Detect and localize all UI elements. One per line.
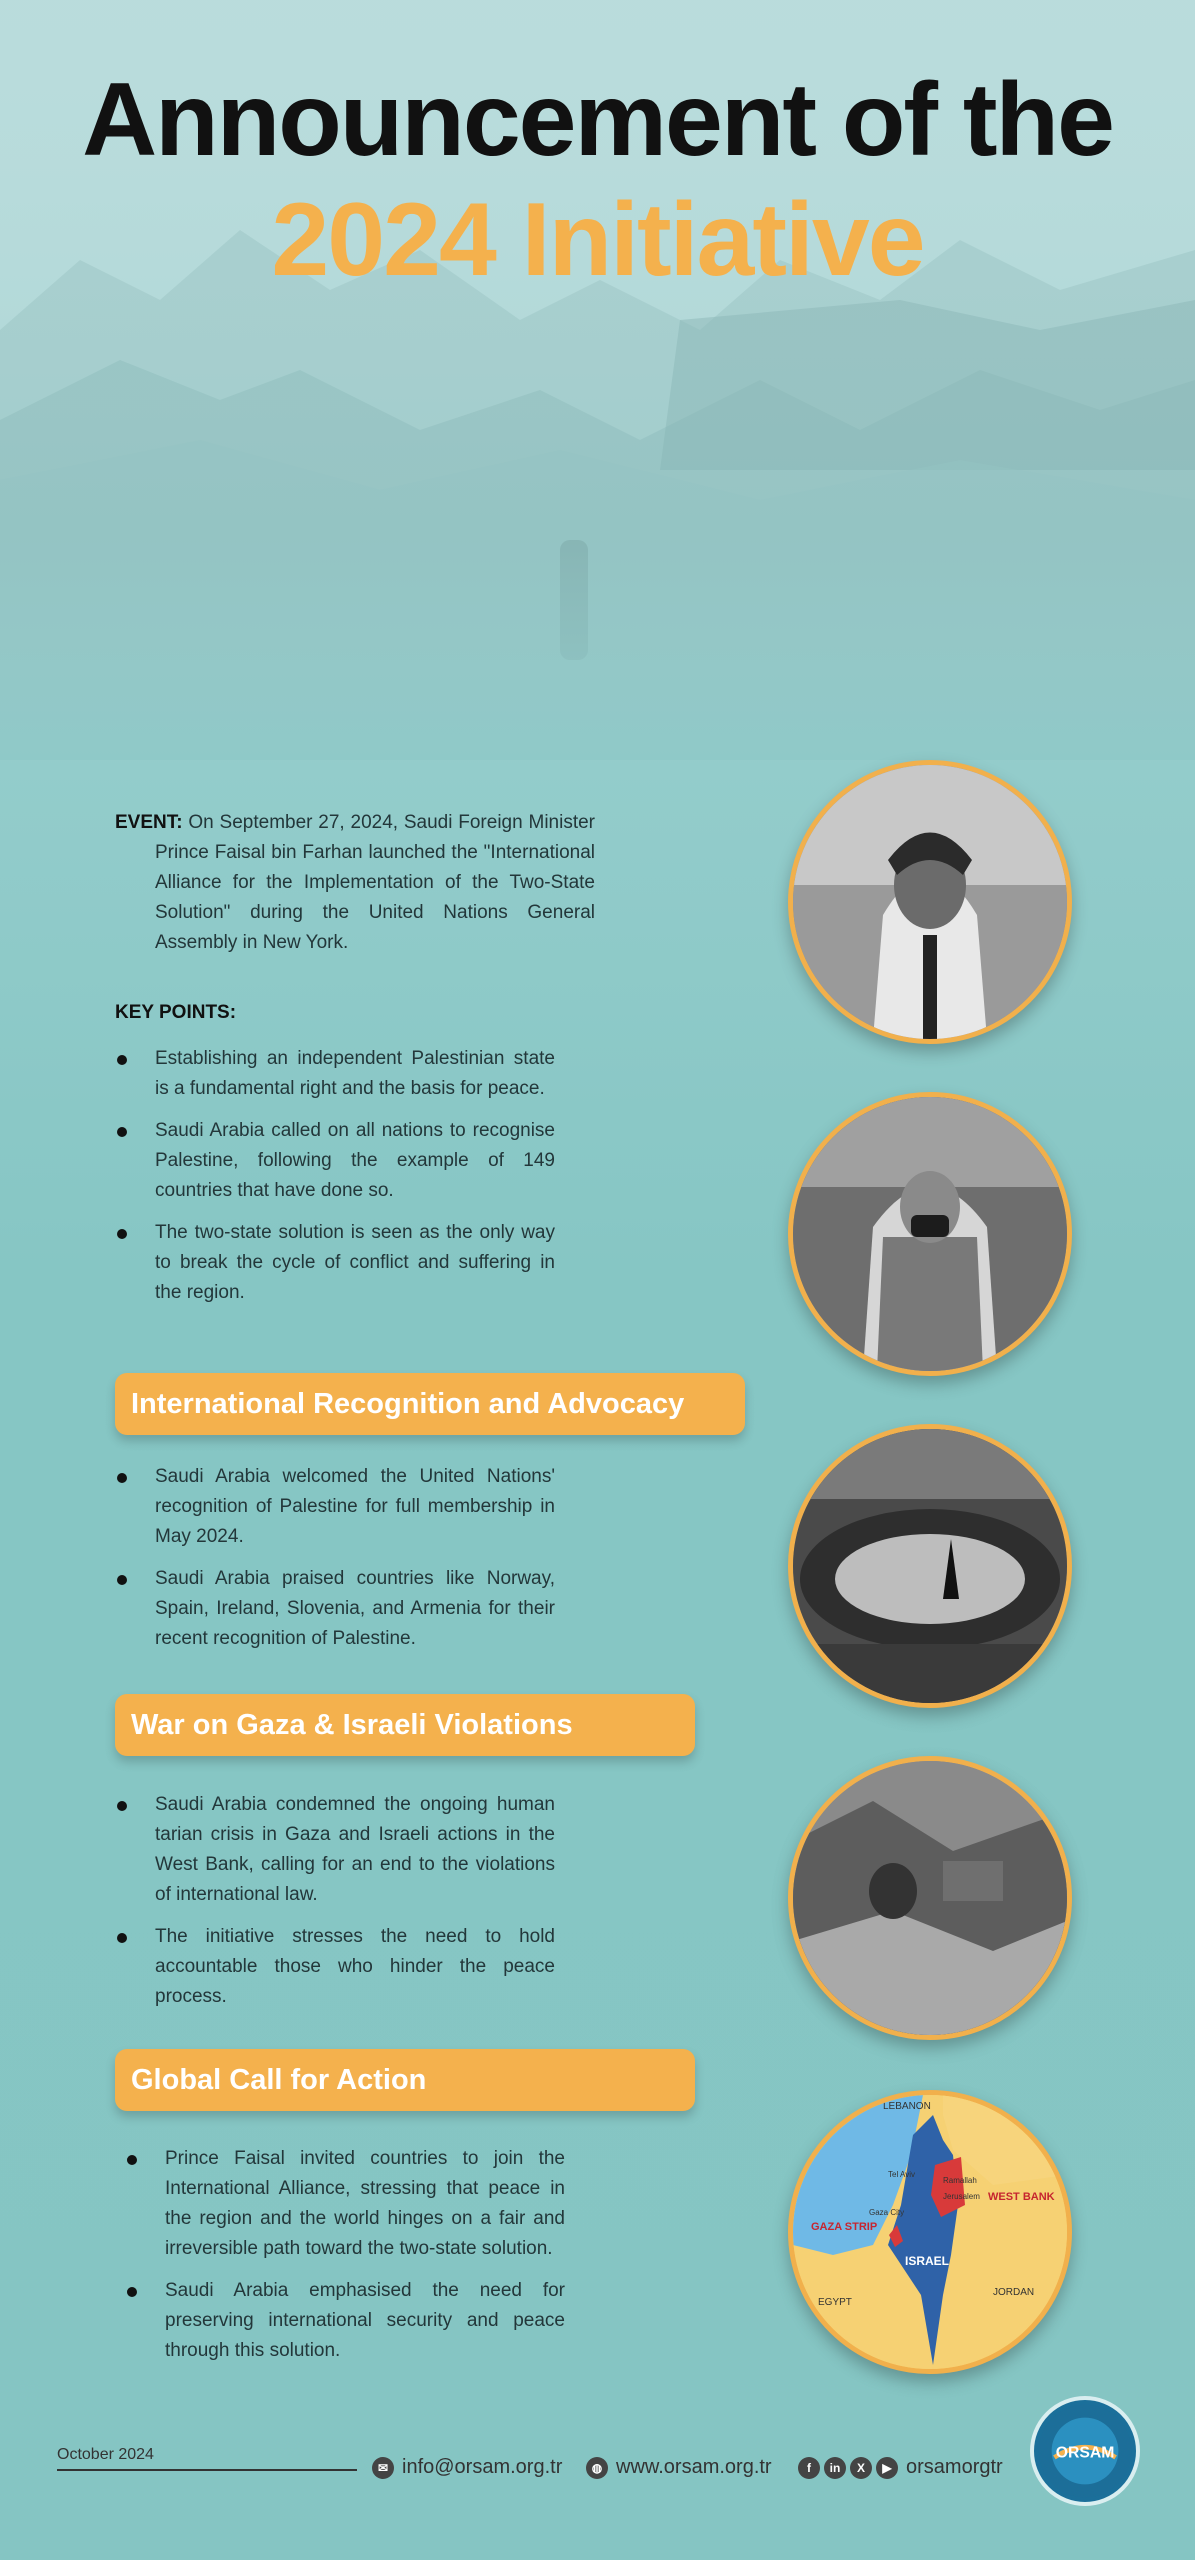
section-list-recognition bbox=[115, 1462, 555, 1666]
footer-social bbox=[798, 2456, 1003, 2479]
logo-text: ORSAM bbox=[1055, 2444, 1115, 2462]
map-label-jerusalem: Jerusalem bbox=[943, 2192, 980, 2201]
list-item: Prince Faisal invited countries to join the International Alliance, stressing that peace in the region and the world hinges on a fair and irreversible path toward the two-state solution. bbox=[125, 2144, 565, 2264]
footer-date: October 2024 bbox=[57, 2446, 154, 2463]
globe-icon: ◍ bbox=[586, 2457, 608, 2479]
map-palestine-israel bbox=[788, 2090, 1072, 2374]
footer-website[interactable] bbox=[586, 2456, 772, 2479]
footer-website-text[interactable]: www.orsam.org.tr bbox=[616, 2456, 772, 2478]
photo-protester bbox=[788, 1092, 1072, 1376]
map-label-jordan: JORDAN bbox=[993, 2287, 1035, 2298]
section-heading-recognition: International Recognition and Advocacy bbox=[115, 1373, 745, 1435]
map-label-israel: ISRAEL bbox=[905, 2254, 950, 2268]
key-points-heading: KEY POINTS: bbox=[115, 1002, 237, 1023]
facebook-icon[interactable]: f bbox=[798, 2457, 820, 2479]
section-list-call-to-action bbox=[125, 2144, 565, 2378]
photo-foreign-minister bbox=[788, 760, 1072, 1044]
list-item: Saudi Arabia welcomed the United Nations' recognition of Palestine for full membership in May 2024. bbox=[115, 1462, 555, 1552]
map-label-west-bank: WEST BANK bbox=[988, 2191, 1055, 2203]
youtube-icon[interactable]: ▶ bbox=[876, 2457, 898, 2479]
map-label-egypt: EGYPT bbox=[818, 2297, 852, 2308]
event-label: EVENT: bbox=[115, 812, 183, 833]
page-title bbox=[0, 60, 1195, 300]
list-item: Saudi Arabia praised countries like Norway, Spain, Ireland, Slovenia, and Armenia for their recent recognition of Palestine. bbox=[115, 1564, 555, 1654]
photo-un-security-council bbox=[788, 1424, 1072, 1708]
map-label-tel-aviv: Tel Aviv bbox=[888, 2170, 915, 2179]
key-points-list bbox=[115, 1044, 555, 1320]
orsam-logo bbox=[1030, 2396, 1140, 2506]
footer-email-text[interactable]: info@orsam.org.tr bbox=[402, 2456, 563, 2478]
section-list-gaza bbox=[115, 1790, 555, 2024]
event-paragraph bbox=[115, 808, 595, 958]
section-heading-call-to-action: Global Call for Action bbox=[115, 2049, 695, 2111]
section-heading-gaza: War on Gaza & Israeli Violations bbox=[115, 1694, 695, 1756]
list-item: Saudi Arabia called on all nations to recognise Palestine, following the example of 149 countries that have done so. bbox=[115, 1116, 555, 1206]
map-label-ramallah: Ramallah bbox=[943, 2176, 977, 2185]
linkedin-icon[interactable]: in bbox=[824, 2457, 846, 2479]
photo-gaza-rubble bbox=[788, 1756, 1072, 2040]
list-item: The two-state solution is seen as the only way to break the cycle of conflict and suffering in the region. bbox=[115, 1218, 555, 1308]
title-line-1: Announcement of the bbox=[82, 62, 1113, 178]
x-twitter-icon[interactable]: X bbox=[850, 2457, 872, 2479]
event-text: On September 27, 2024, Saudi Foreign Minister Prince Faisal bin Farhan launched the "International Alliance for the Implementation of the Two-State Solution" during the United Nations General Assembly in New York. bbox=[155, 812, 595, 953]
title-line-2: 2024 Initiative bbox=[271, 182, 924, 298]
email-icon: ✉ bbox=[372, 2457, 394, 2479]
footer-email[interactable] bbox=[372, 2456, 562, 2479]
list-item: The initiative stresses the need to hold accountable those who hinder the peace process. bbox=[115, 1922, 555, 2012]
map-label-lebanon: LEBANON bbox=[883, 2101, 931, 2112]
list-item: Saudi Arabia condemned the ongoing human tarian crisis in Gaza and Israeli actions in the West Bank, calling for an end to the violations of international law. bbox=[115, 1790, 555, 1910]
list-item: Establishing an independent Palestinian state is a fundamental right and the basis for peace. bbox=[115, 1044, 555, 1104]
footer-social-handle[interactable]: orsamorgtr bbox=[906, 2456, 1003, 2478]
map-label-gaza-strip: GAZA STRIP bbox=[811, 2221, 878, 2233]
footer-divider bbox=[57, 2469, 357, 2471]
list-item: Saudi Arabia emphasised the need for preserving international security and peace through this solution. bbox=[125, 2276, 565, 2366]
map-label-gaza-city: Gaza City bbox=[869, 2208, 905, 2217]
